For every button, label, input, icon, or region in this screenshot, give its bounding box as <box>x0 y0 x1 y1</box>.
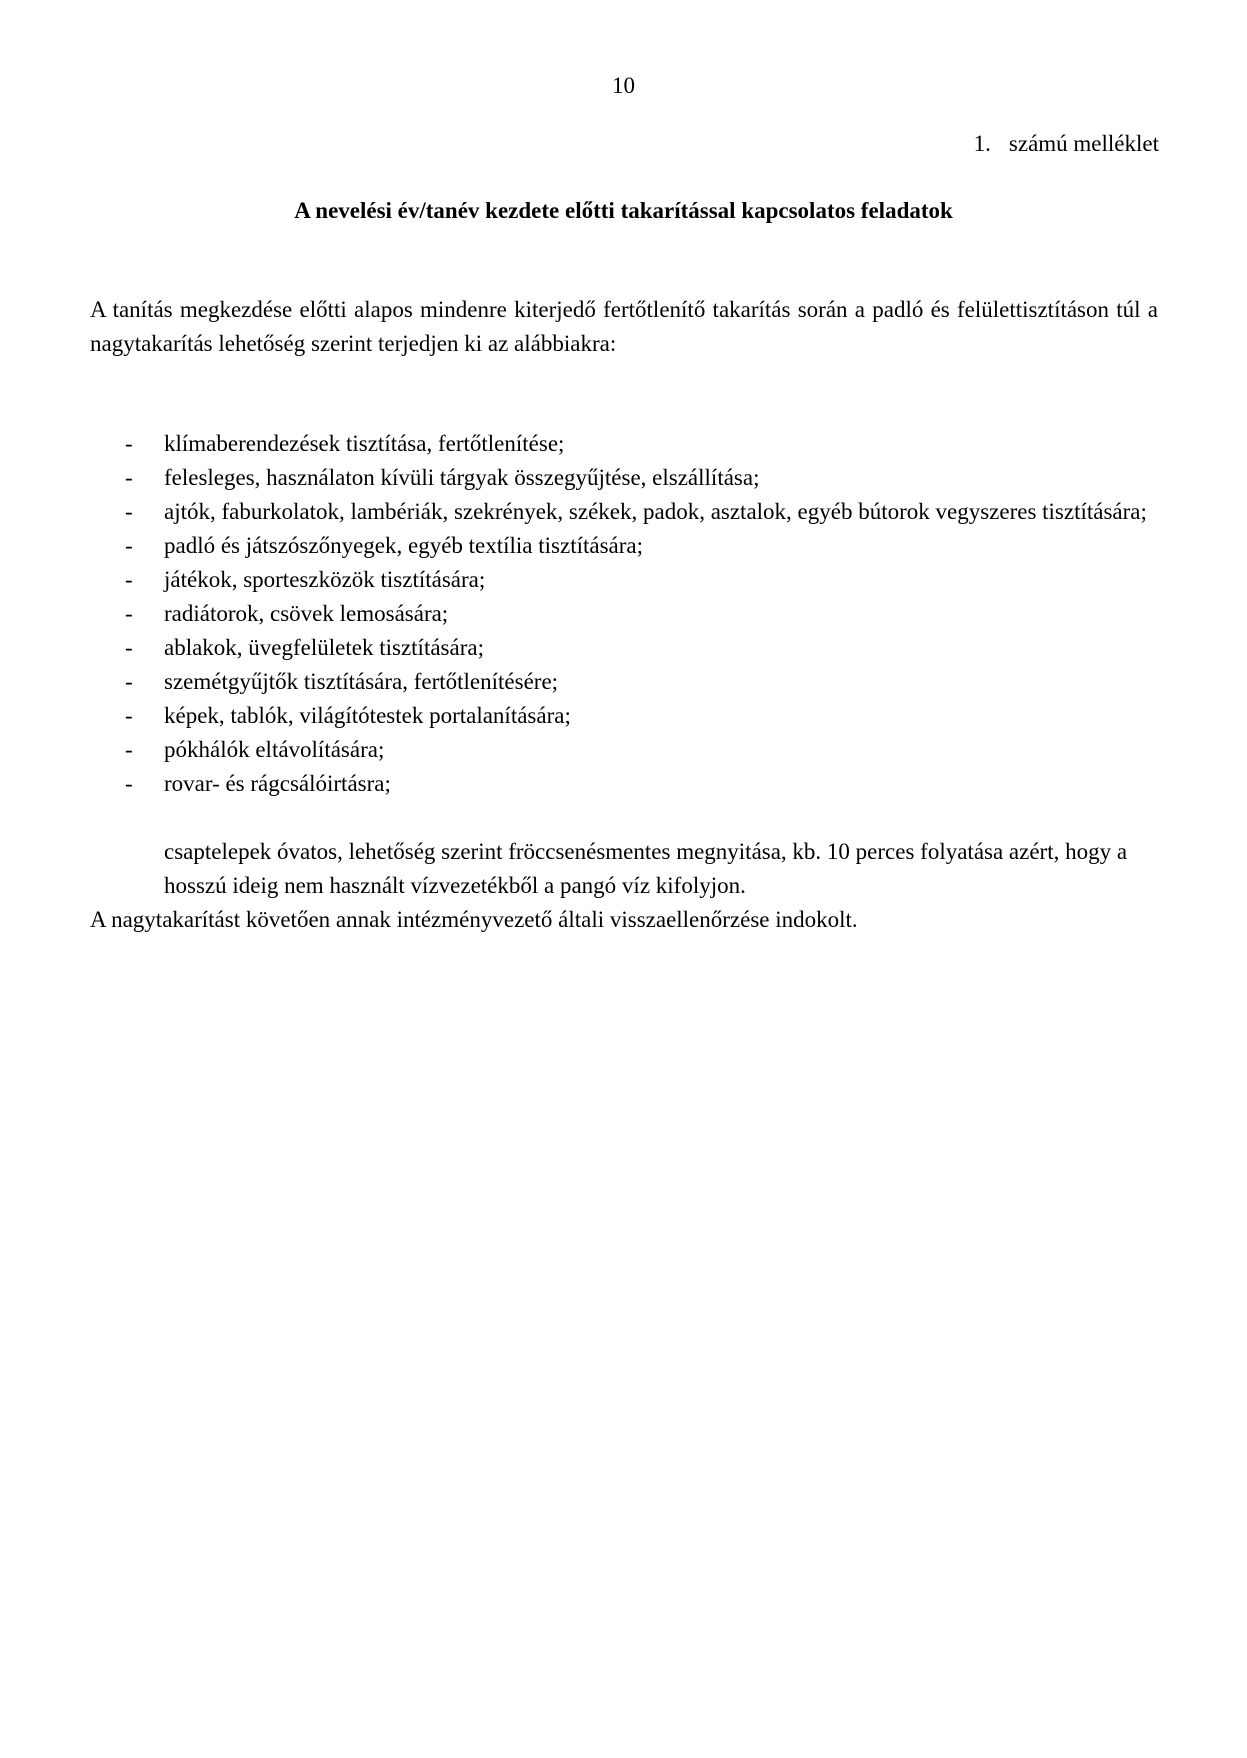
page-number: 10 <box>612 73 635 98</box>
list-item-text: ajtók, faburkolatok, lambériák, szekrények, székek, padok, asztalok, egyéb bútorok vegyszeres tisztítására; <box>164 499 1147 524</box>
list-continuation: csaptelepek óvatos, lehetőség szerint fröccsenésmentes megnyitása, kb. 10 perces folyatása azért, hogy a hosszú ideig nem használt vízvezetékből a pangó víz kifolyjon. <box>164 839 1128 898</box>
list-bullet: - <box>125 431 133 456</box>
list-bullet: - <box>125 669 133 694</box>
list-bullet: - <box>125 465 133 490</box>
list-item-text: játékok, sporteszközök tisztítására; <box>164 567 486 592</box>
annex-number: 1. <box>973 131 991 156</box>
list-item-text: képek, tablók, világítótestek portalanítására; <box>164 703 571 728</box>
list-item <box>90 461 1158 495</box>
list-item-text: felesleges, használaton kívüli tárgyak összegyűjtése, elszállítása; <box>164 465 760 490</box>
document-title: A nevelési év/tanév kezdete előtti takarítással kapcsolatos feladatok <box>294 198 953 223</box>
list-bullet: - <box>125 601 133 626</box>
list-item-text: ablakok, üvegfelületek tisztítására; <box>164 635 484 660</box>
list-item-text: rovar- és rágcsálóirtásra; <box>164 771 391 796</box>
task-list <box>90 427 1158 801</box>
annex-text: számú melléklet <box>1008 131 1159 156</box>
list-item <box>90 699 1158 733</box>
annex-label <box>974 130 1159 158</box>
list-item <box>90 631 1158 665</box>
list-item-text: pókhálók eltávolítására; <box>164 737 385 762</box>
list-bullet: - <box>125 771 133 796</box>
list-item-text: klímaberendezések tisztítása, fertőtlenítése; <box>164 431 565 456</box>
list-bullet: - <box>125 533 133 558</box>
list-bullet: - <box>125 737 133 762</box>
list-item <box>90 495 1158 529</box>
list-item-text: radiátorok, csövek lemosására; <box>164 601 449 626</box>
list-item <box>90 767 1158 801</box>
list-item <box>90 665 1158 699</box>
list-bullet: - <box>125 499 133 524</box>
list-bullet: - <box>125 703 133 728</box>
list-item-text: szemétgyűjtők tisztítására, fertőtlenítésére; <box>164 669 559 694</box>
closing-paragraph: A nagytakarítást követően annak intézményvezető általi visszaellenőrzése indokolt. <box>90 907 858 932</box>
list-item <box>90 529 1158 563</box>
list-item <box>90 597 1158 631</box>
list-bullet: - <box>125 567 133 592</box>
list-item <box>90 563 1158 597</box>
list-item <box>90 427 1158 461</box>
list-item <box>90 733 1158 767</box>
intro-paragraph: A tanítás megkezdése előtti alapos mindenre kiterjedő fertőtlenítő takarítás során a padló és felülettisztításon túl a nagytakarítás lehetőség szerint terjedjen ki az alábbiakra: <box>90 297 1158 356</box>
list-item-text: padló és játszószőnyegek, egyéb textília tisztítására; <box>164 533 644 558</box>
list-bullet: - <box>125 635 133 660</box>
